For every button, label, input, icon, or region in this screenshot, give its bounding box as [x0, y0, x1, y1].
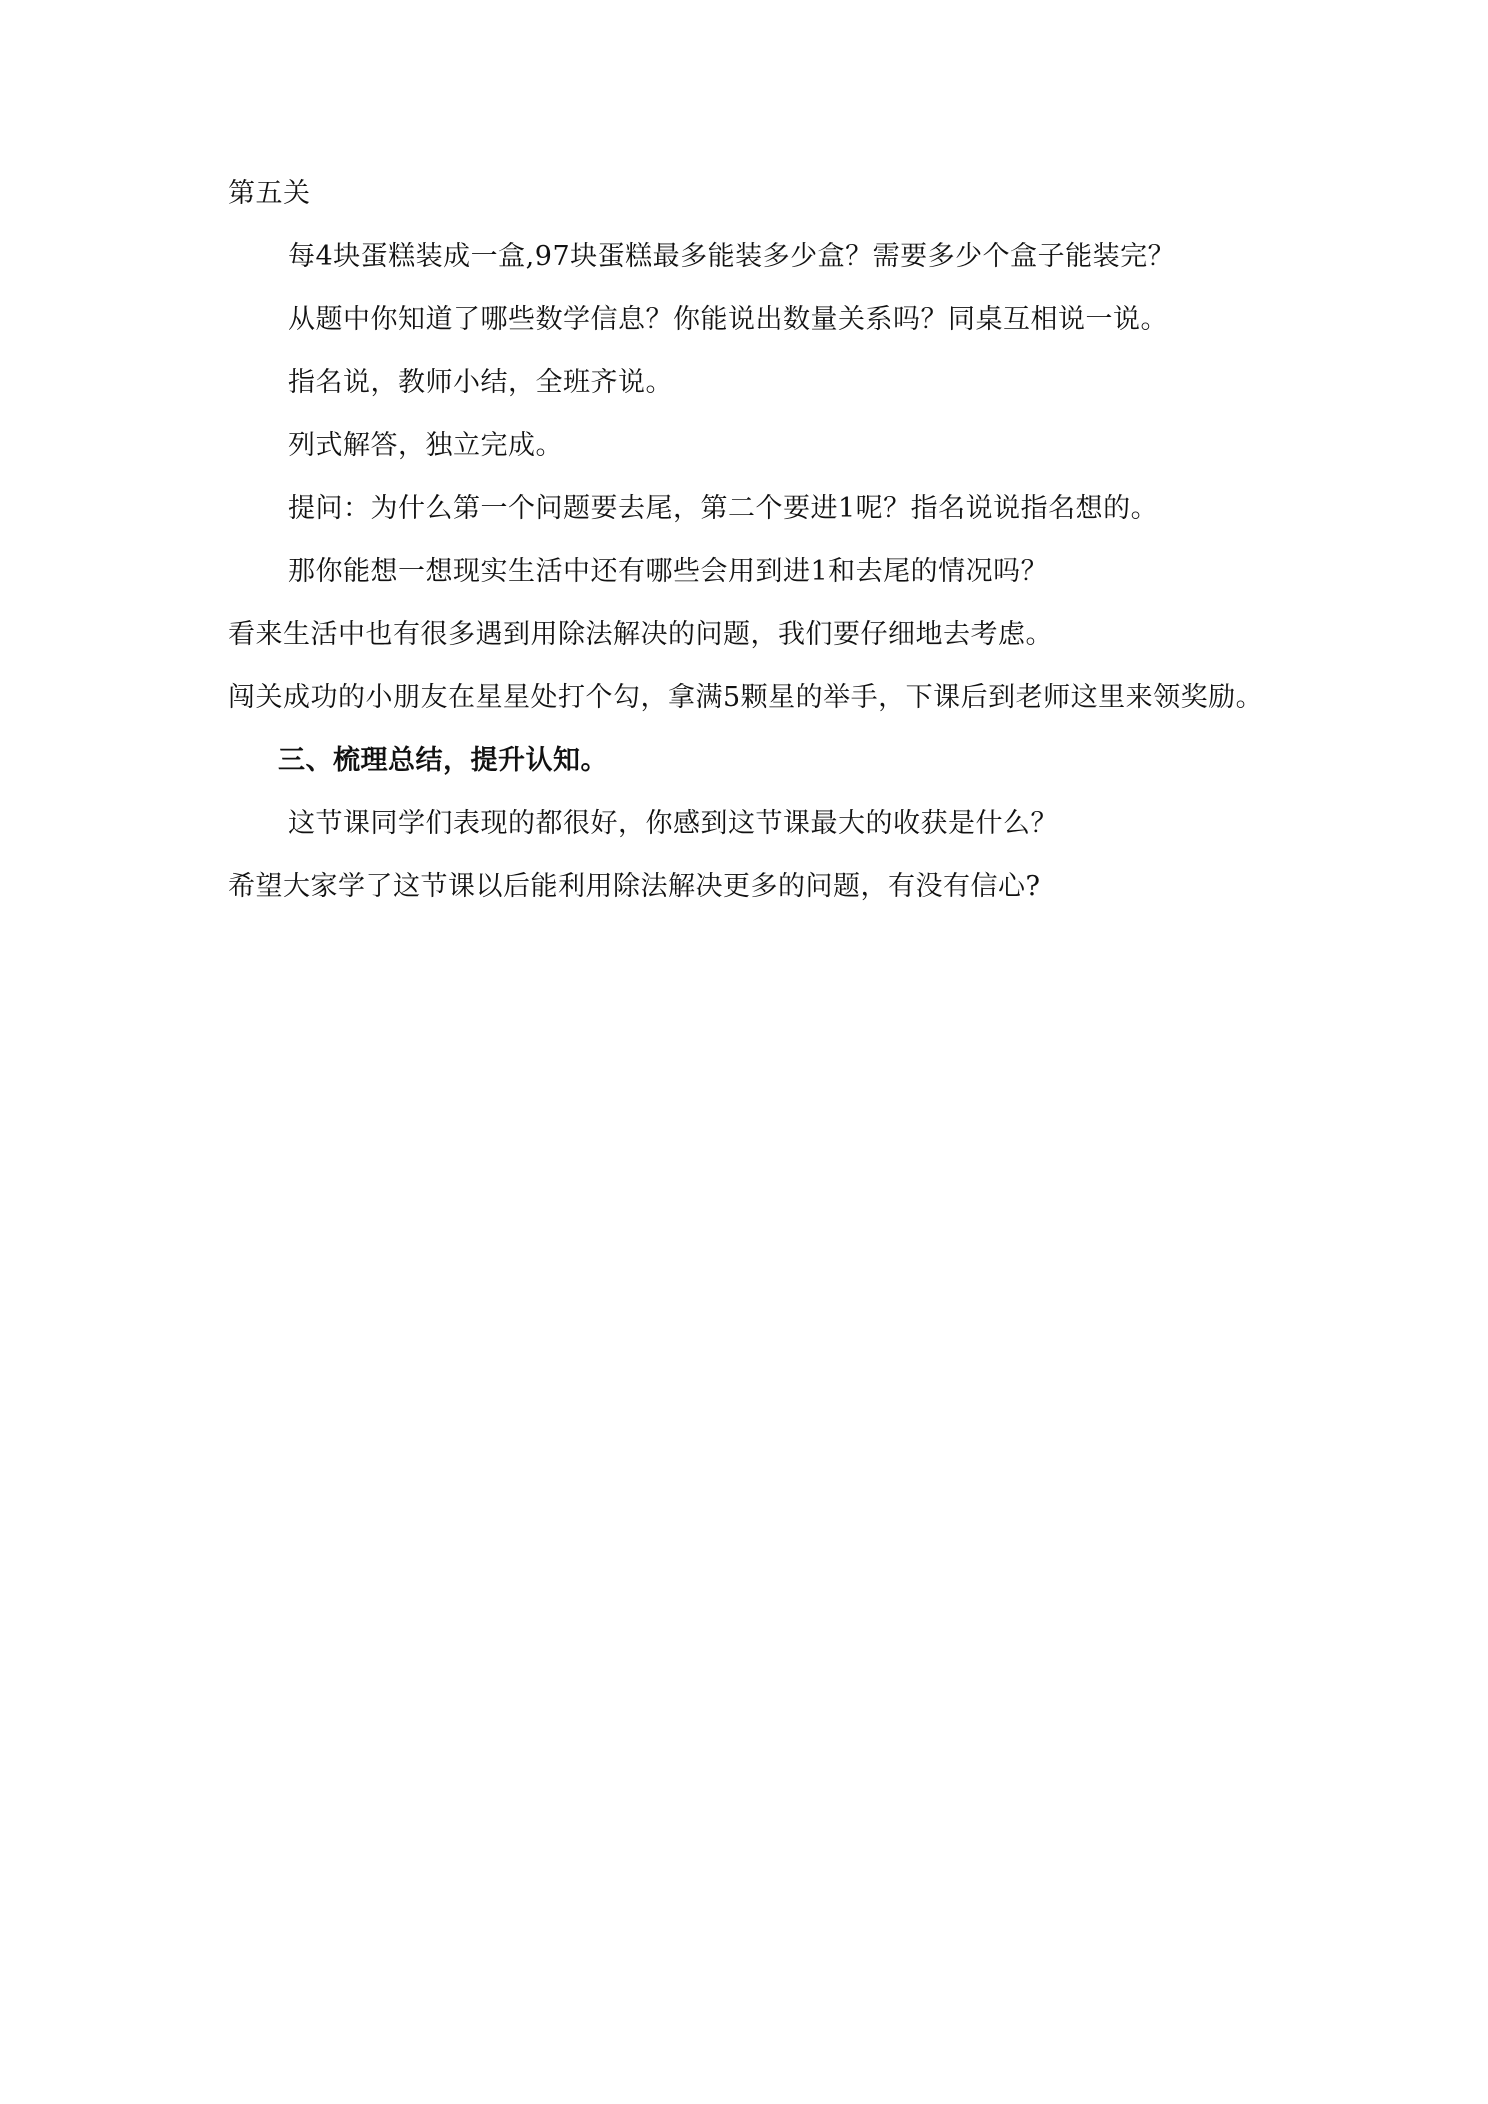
paragraph-solve: 列式解答，独立完成。 — [288, 430, 563, 461]
paragraph-harvest: 这节课同学们表现的都很好，你感到这节课最大的收获是什么？ — [288, 808, 1058, 839]
section-heading-summary: 三、梳理总结，提升认知。 — [278, 745, 608, 776]
paragraph-reward: 闯关成功的小朋友在星星处打个勾，拿满5颗星的举手，下课后到老师这里来领奖励。 — [228, 682, 1264, 713]
paragraph-math-info: 从题中你知道了哪些数学信息？你能说出数量关系吗？同桌互相说一说。 — [288, 304, 1168, 335]
document-body — [228, 178, 1288, 934]
section-title: 第五关 — [228, 178, 311, 209]
paragraph-cake-problem: 每4块蛋糕装成一盒,97块蛋糕最多能装多少盒？需要多少个盒子能装完？ — [288, 241, 1176, 272]
paragraph-name-say: 指名说，教师小结，全班齐说。 — [288, 367, 673, 398]
paragraph-real-life: 那你能想一想现实生活中还有哪些会用到进1和去尾的情况吗？ — [288, 556, 1049, 587]
paragraph-confidence: 希望大家学了这节课以后能利用除法解决更多的问题，有没有信心? — [228, 871, 1041, 902]
paragraph-conclusion: 看来生活中也有很多遇到用除法解决的问题，我们要仔细地去考虑。 — [228, 619, 1053, 650]
paragraph-question: 提问：为什么第一个问题要去尾，第二个要进1呢？指名说说指名想的。 — [288, 493, 1159, 524]
